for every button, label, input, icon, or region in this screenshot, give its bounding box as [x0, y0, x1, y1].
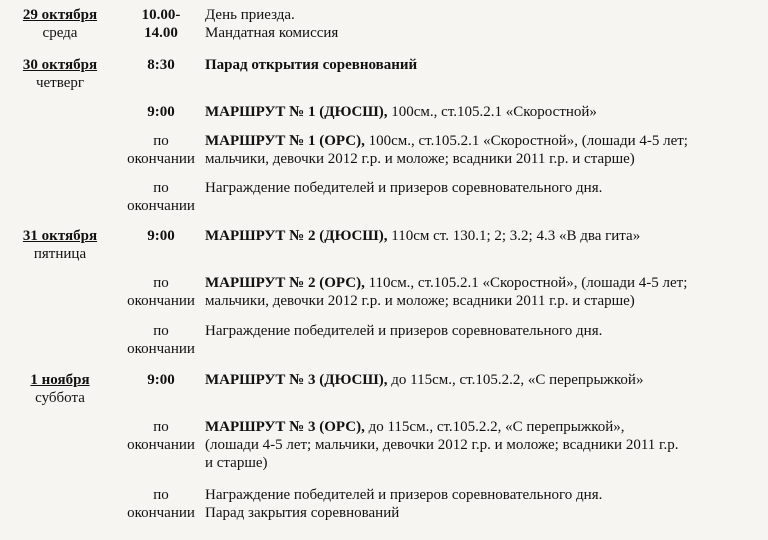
event-cell [205, 274, 757, 310]
time-line: 9:00 [147, 104, 175, 120]
event-line [205, 24, 757, 42]
event-bold: МАРШРУТ № 1 (ДЮСШ), [205, 104, 388, 120]
event-line [205, 179, 757, 197]
date-label: 30 октября [22, 57, 98, 73]
event-line [205, 454, 757, 472]
event-line [205, 436, 757, 454]
event-line [205, 322, 757, 340]
time-cell [118, 179, 204, 215]
time-cell [118, 322, 204, 358]
event-line [205, 150, 757, 168]
weekday-label: среда [42, 25, 78, 41]
event-text: Парад закрытия соревнований [205, 505, 400, 521]
time-line: окончании [127, 151, 195, 167]
time-cell [118, 371, 204, 389]
event-cell [205, 6, 757, 42]
event-text: до 115см., ст.105.2.2, «С перепрыжкой», [364, 419, 625, 435]
event-line [205, 132, 757, 150]
time-cell [118, 56, 204, 74]
event-bold: МАРШРУТ № 2 (ОРС), [205, 275, 365, 291]
event-text: 100см., ст.105.2.1 «Скоростной» [387, 104, 597, 120]
event-cell [205, 322, 757, 340]
event-cell [205, 56, 757, 74]
date-label: 29 октября [22, 7, 98, 23]
event-line [205, 227, 757, 245]
event-bold: МАРШРУТ № 1 (ОРС), [205, 133, 365, 149]
time-line: по [153, 133, 169, 149]
time-line: 9:00 [147, 372, 175, 388]
event-text: и старше) [205, 455, 268, 471]
event-line [205, 274, 757, 292]
event-text: мальчики, девочки 2012 г.р. и моложе; всадники 2011 г.р. и старше) [205, 151, 635, 167]
event-text: Награждение победителей и призеров соревновательного дня. [205, 180, 603, 196]
event-cell [205, 132, 757, 168]
time-cell [118, 132, 204, 168]
time-line: окончании [127, 341, 195, 357]
date-cell [0, 56, 120, 92]
time-line: 9:00 [147, 228, 175, 244]
event-cell [205, 371, 757, 389]
event-text: до 115см., ст.105.2.2, «С перепрыжкой» [387, 372, 644, 388]
event-text: Мандатная комиссия [205, 25, 339, 41]
event-cell [205, 103, 757, 121]
event-text: День приезда. [205, 7, 295, 23]
date-cell [0, 227, 120, 263]
time-line: по [153, 275, 169, 291]
event-line [205, 56, 757, 74]
event-text: 100см., ст.105.2.1 «Скоростной», (лошади 4-5 лет; [364, 133, 688, 149]
weekday-label: пятница [33, 246, 87, 262]
time-line: 8:30 [147, 57, 175, 73]
date-cell [0, 371, 120, 407]
event-line [205, 486, 757, 504]
event-cell [205, 179, 757, 197]
date-label: 1 ноября [30, 372, 90, 388]
time-line: 10.00- [141, 7, 181, 23]
date-cell [0, 6, 120, 42]
time-cell [118, 227, 204, 245]
weekday-label: суббота [35, 390, 85, 406]
time-cell [118, 6, 204, 42]
event-text: 110см ст. 130.1; 2; 3.2; 4.3 «В два гита» [387, 228, 641, 244]
time-cell [118, 486, 204, 522]
event-bold: Парад открытия соревнований [205, 57, 418, 73]
event-line [205, 103, 757, 121]
event-line [205, 418, 757, 436]
event-text: 110см., ст.105.2.1 «Скоростной», (лошади 4-5 лет; [364, 275, 688, 291]
time-line: окончании [127, 198, 195, 214]
time-line: окончании [127, 505, 195, 521]
time-line: по [153, 180, 169, 196]
event-cell [205, 486, 757, 522]
event-bold: МАРШРУТ № 2 (ДЮСШ), [205, 228, 388, 244]
weekday-label: четверг [35, 75, 85, 91]
time-line: окончании [127, 293, 195, 309]
event-text: (лошади 4-5 лет; мальчики, девочки 2012 г.р. и моложе; всадники 2011 г.р. [205, 437, 679, 453]
event-line [205, 504, 757, 522]
event-text: Награждение победителей и призеров соревновательного дня. [205, 323, 603, 339]
event-cell [205, 227, 757, 245]
time-line: окончании [127, 437, 195, 453]
time-line: по [153, 419, 169, 435]
event-bold: МАРШРУТ № 3 (ДЮСШ), [205, 372, 388, 388]
event-line [205, 6, 757, 24]
event-cell [205, 418, 757, 472]
time-cell [118, 418, 204, 454]
time-line: 14.00 [144, 25, 178, 41]
event-line [205, 371, 757, 389]
event-text: Награждение победителей и призеров соревновательного дня. [205, 487, 603, 503]
date-label: 31 октября [22, 228, 98, 244]
event-line [205, 292, 757, 310]
time-cell [118, 274, 204, 310]
event-text: мальчики, девочки 2012 г.р. и моложе; всадники 2011 г.р. и старше) [205, 293, 635, 309]
event-bold: МАРШРУТ № 3 (ОРС), [205, 419, 365, 435]
time-line: по [153, 323, 169, 339]
time-cell [118, 103, 204, 121]
time-line: по [153, 487, 169, 503]
